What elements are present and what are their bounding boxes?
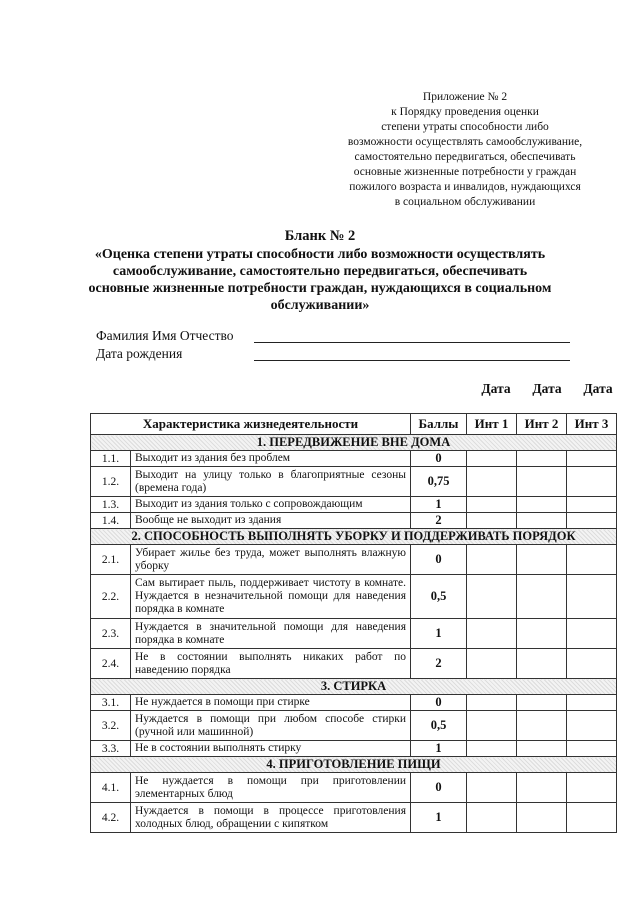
table-body bbox=[91, 435, 617, 833]
row-number: 2.1. bbox=[91, 545, 131, 575]
row-int3-cell[interactable] bbox=[567, 741, 617, 757]
row-score: 0,75 bbox=[411, 467, 467, 497]
row-int3-cell[interactable] bbox=[567, 451, 617, 467]
row-int2-cell[interactable] bbox=[517, 773, 567, 803]
row-description: Вообще не выходит из здания bbox=[131, 513, 411, 529]
row-description: Нуждается в значительной помощи для наведения порядка в комнате bbox=[131, 619, 411, 649]
row-int2-cell[interactable] bbox=[517, 575, 567, 619]
header-int1: Инт 1 bbox=[467, 414, 517, 435]
row-int1-cell[interactable] bbox=[467, 497, 517, 513]
date-label-2: Дата bbox=[532, 381, 562, 396]
row-number: 2.3. bbox=[91, 619, 131, 649]
row-number: 1.4. bbox=[91, 513, 131, 529]
row-int3-cell[interactable] bbox=[567, 497, 617, 513]
table-row bbox=[91, 803, 617, 833]
row-score: 1 bbox=[411, 741, 467, 757]
row-score: 0,5 bbox=[411, 711, 467, 741]
row-description: Не в состоянии выполнять никаких работ по наведению порядка bbox=[131, 649, 411, 679]
row-score: 1 bbox=[411, 803, 467, 833]
row-int2-cell[interactable] bbox=[517, 451, 567, 467]
row-int3-cell[interactable] bbox=[567, 695, 617, 711]
row-int2-cell[interactable] bbox=[517, 467, 567, 497]
table-row bbox=[91, 497, 617, 513]
row-int1-cell[interactable] bbox=[467, 695, 517, 711]
row-number: 3.1. bbox=[91, 695, 131, 711]
form-title-block bbox=[80, 228, 560, 314]
row-int2-cell[interactable] bbox=[517, 545, 567, 575]
row-description: Нуждается в помощи в процессе приготовления холодных блюд, обращении с кипятком bbox=[131, 803, 411, 833]
header-characteristic: Характеристика жизнедеятельности bbox=[91, 414, 411, 435]
fio-row bbox=[96, 328, 576, 346]
row-number: 3.2. bbox=[91, 711, 131, 741]
appendix-line: Приложение № 2 bbox=[422, 91, 508, 103]
table-row bbox=[91, 619, 617, 649]
table-row bbox=[91, 451, 617, 467]
table-row bbox=[91, 695, 617, 711]
row-int1-cell[interactable] bbox=[467, 619, 517, 649]
birth-row bbox=[96, 346, 576, 364]
row-description: Выходит из здания только с сопровождающим bbox=[131, 497, 411, 513]
row-description: Нуждается в помощи при любом способе стирки (ручной или машинной) bbox=[131, 711, 411, 741]
header-score: Баллы bbox=[411, 414, 467, 435]
row-score: 0,5 bbox=[411, 575, 467, 619]
row-score: 2 bbox=[411, 513, 467, 529]
section-row bbox=[91, 757, 617, 773]
row-int3-cell[interactable] bbox=[567, 545, 617, 575]
appendix-line: самостоятельно передвигаться, обеспечивать bbox=[354, 151, 576, 163]
row-number: 1.3. bbox=[91, 497, 131, 513]
section-title: 2. СПОСОБНОСТЬ ВЫПОЛНЯТЬ УБОРКУ И ПОДДЕРЖИВАТЬ ПОРЯДОК bbox=[91, 529, 617, 545]
table-row bbox=[91, 467, 617, 497]
row-score: 0 bbox=[411, 451, 467, 467]
section-title: 4. ПРИГОТОВЛЕНИЕ ПИЩИ bbox=[91, 757, 617, 773]
row-int2-cell[interactable] bbox=[517, 619, 567, 649]
birth-field-line[interactable] bbox=[254, 360, 570, 361]
personal-fields bbox=[96, 328, 576, 364]
row-number: 2.2. bbox=[91, 575, 131, 619]
form-title-line: самообслуживание, самостоятельно передвигаться, обеспечивать bbox=[112, 264, 528, 279]
row-int1-cell[interactable] bbox=[467, 649, 517, 679]
row-int2-cell[interactable] bbox=[517, 695, 567, 711]
row-int2-cell[interactable] bbox=[517, 711, 567, 741]
assessment-table bbox=[90, 413, 617, 833]
table-row bbox=[91, 711, 617, 741]
table-row bbox=[91, 575, 617, 619]
appendix-line: в социальном обслуживании bbox=[394, 196, 536, 208]
section-title: 1. ПЕРЕДВИЖЕНИЕ ВНЕ ДОМА bbox=[91, 435, 617, 451]
table-header-row bbox=[91, 414, 617, 435]
row-int1-cell[interactable] bbox=[467, 575, 517, 619]
section-row bbox=[91, 679, 617, 695]
appendix-line: возможности осуществлять самообслуживание, bbox=[347, 136, 583, 148]
row-description: Выходит на улицу только в благоприятные сезоны (времена года) bbox=[131, 467, 411, 497]
row-int1-cell[interactable] bbox=[467, 467, 517, 497]
row-int3-cell[interactable] bbox=[567, 619, 617, 649]
row-int1-cell[interactable] bbox=[467, 545, 517, 575]
table-row bbox=[91, 741, 617, 757]
row-number: 1.1. bbox=[91, 451, 131, 467]
row-int2-cell[interactable] bbox=[517, 497, 567, 513]
form-title-line: обслуживании» bbox=[270, 298, 370, 313]
row-int1-cell[interactable] bbox=[467, 741, 517, 757]
row-score: 2 bbox=[411, 649, 467, 679]
row-int3-cell[interactable] bbox=[567, 773, 617, 803]
row-int1-cell[interactable] bbox=[467, 803, 517, 833]
row-description: Выходит из здания без проблем bbox=[131, 451, 411, 467]
row-description: Сам вытирает пыль, поддерживает чистоту в комнате. Нуждается в незначительной помощи для наведения порядка в комнате bbox=[131, 575, 411, 619]
date-label-3: Дата bbox=[583, 381, 613, 396]
row-int3-cell[interactable] bbox=[567, 513, 617, 529]
row-number: 1.2. bbox=[91, 467, 131, 497]
row-int2-cell[interactable] bbox=[517, 649, 567, 679]
appendix-header bbox=[330, 90, 600, 210]
row-number: 3.3. bbox=[91, 741, 131, 757]
section-row bbox=[91, 529, 617, 545]
row-number: 4.1. bbox=[91, 773, 131, 803]
row-int1-cell[interactable] bbox=[467, 711, 517, 741]
table-row bbox=[91, 545, 617, 575]
appendix-line: пожилого возраста и инвалидов, нуждающихся bbox=[349, 181, 581, 193]
table-row bbox=[91, 773, 617, 803]
section-row bbox=[91, 435, 617, 451]
row-score: 0 bbox=[411, 695, 467, 711]
header-int2: Инт 2 bbox=[517, 414, 567, 435]
row-int1-cell[interactable] bbox=[467, 513, 517, 529]
row-score: 0 bbox=[411, 545, 467, 575]
row-int1-cell[interactable] bbox=[467, 451, 517, 467]
row-description: Не нуждается в помощи при приготовлении элементарных блюд bbox=[131, 773, 411, 803]
row-int3-cell[interactable] bbox=[567, 575, 617, 619]
row-score: 1 bbox=[411, 619, 467, 649]
header-int3: Инт 3 bbox=[567, 414, 617, 435]
fio-label: Фамилия Имя Отчество bbox=[96, 328, 234, 343]
row-int3-cell[interactable] bbox=[567, 467, 617, 497]
appendix-line: к Порядку проведения оценки bbox=[391, 106, 539, 118]
row-int1-cell[interactable] bbox=[467, 773, 517, 803]
table-row bbox=[91, 649, 617, 679]
row-score: 1 bbox=[411, 497, 467, 513]
row-int2-cell[interactable] bbox=[517, 513, 567, 529]
section-title: 3. СТИРКА bbox=[91, 679, 617, 695]
row-int3-cell[interactable] bbox=[567, 711, 617, 741]
form-title-line: основные жизненные потребности граждан, нуждающихся в социальном bbox=[88, 281, 552, 296]
table-row bbox=[91, 513, 617, 529]
date-label-1: Дата bbox=[481, 381, 511, 396]
row-int3-cell[interactable] bbox=[567, 649, 617, 679]
appendix-line: основные жизненные потребности у граждан bbox=[353, 166, 577, 178]
row-int2-cell[interactable] bbox=[517, 803, 567, 833]
row-description: Убирает жилье без труда, может выполнять влажную уборку bbox=[131, 545, 411, 575]
row-score: 0 bbox=[411, 773, 467, 803]
row-description: Не нуждается в помощи при стирке bbox=[131, 695, 411, 711]
row-int3-cell[interactable] bbox=[567, 803, 617, 833]
row-description: Не в состоянии выполнять стирку bbox=[131, 741, 411, 757]
birth-label: Дата рождения bbox=[96, 346, 183, 361]
row-int2-cell[interactable] bbox=[517, 741, 567, 757]
row-number: 2.4. bbox=[91, 649, 131, 679]
fio-field-line[interactable] bbox=[254, 342, 570, 343]
form-title-line: «Оценка степени утраты способности либо возможности осуществлять bbox=[94, 247, 546, 262]
row-number: 4.2. bbox=[91, 803, 131, 833]
form-number: Бланк № 2 bbox=[284, 228, 356, 244]
appendix-line: степени утраты способности либо bbox=[381, 121, 549, 133]
